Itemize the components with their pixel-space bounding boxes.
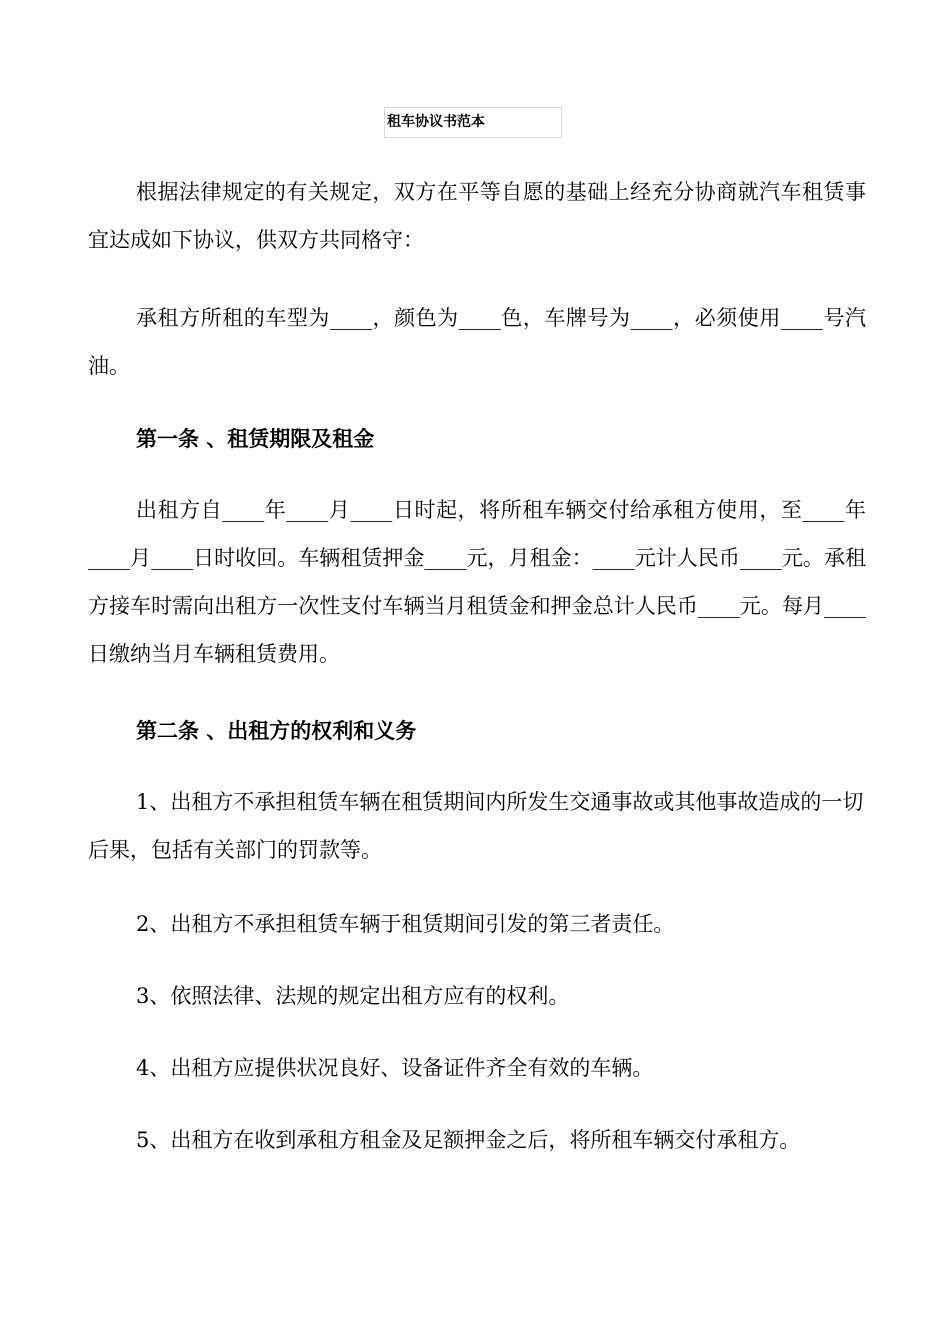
document-title: 租车协议书范本 — [384, 107, 562, 138]
intro-paragraph: 根据法律规定的有关规定，双方在平等自愿的基础上经充分协商就汽车租赁事宜达成如下协议，供双方共同格守： — [88, 180, 866, 252]
article2-item: 1、出租方不承担租赁车辆在租赁期间内所发生交通事故或其他事故造成的一切后果，包括有关部门的罚款等。 — [88, 790, 864, 862]
article2-item: 2、出租方不承担租赁车辆于租赁期间引发的第三者责任。 — [136, 912, 675, 936]
article1-heading: 第一条 、租赁期限及租金 — [136, 427, 375, 451]
article2-heading: 第二条 、出租方的权利和义务 — [136, 719, 417, 743]
vehicle-clause-paragraph: 承租方所租的车型为____，颜色为____色，车牌号为____，必须使用____号汽油。 — [88, 306, 866, 378]
article2-item: 3、依照法律、法规的规定出租方应有的权利。 — [136, 984, 570, 1008]
article1-body: 出租方自____年____月____日时起，将所租车辆交付给承租方使用，至____年____月____日时收回。车辆租赁押金____元，月租金：____元计人民币____元。承租方接车时需向出租方一次性支付车辆当月租赁金和押金总计人民币____元。每月____日缴纳当月车辆租赁费用。 — [88, 498, 866, 666]
article2-item: 4、出租方应提供状况良好、设备证件齐全有效的车辆。 — [136, 1056, 654, 1080]
article2-item: 5、出租方在收到承租方租金及足额押金之后，将所租车辆交付承租方。 — [136, 1128, 801, 1152]
